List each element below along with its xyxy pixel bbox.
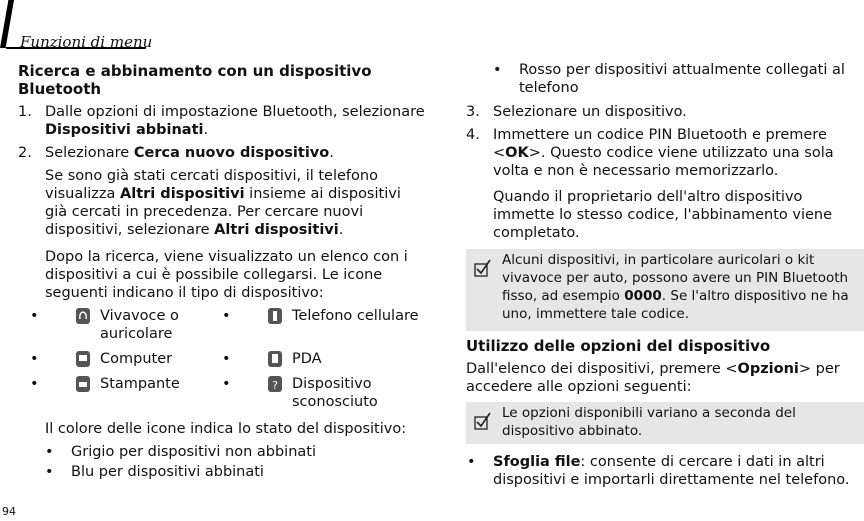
svg-text:?: ? (272, 379, 278, 392)
note-text: Alcuni dispositivi, in particolare auricolari o kit vivavoce per auto, possono avere un PIN Bluetooth fisso, ad esempio 0000. Se l'altro dispositivo ne ha uno, immettere tale codice. (502, 252, 849, 322)
header-bar (0, 0, 14, 48)
list-item: • Blu per dispositivi abbinati (71, 463, 421, 481)
note-text: Le opzioni disponibili variano a seconda del dispositivo abbinato. (502, 405, 796, 439)
step-2: Selezionare Cerca nuovo dispositivo. (45, 145, 334, 161)
paragraph: Quando il proprietario dell'altro dispositivo immette lo stesso codice, l'abbinamento viene completato. (493, 189, 833, 241)
unknown-device-icon (267, 375, 283, 393)
paragraph: Dopo la ricerca, viene visualizzato un elenco con i dispositivi a cui è possibile collegarsi. Le icone seguenti indicano il tipo di dispositivo: (45, 249, 408, 301)
page-header-title: Funzioni di menu (20, 33, 153, 51)
checkmark-note-icon (474, 259, 492, 277)
checkmark-note-icon (474, 412, 492, 430)
list-item: • Rosso per dispositivi attualmente collegati al telefono (519, 61, 859, 97)
mobile-phone-icon (267, 307, 283, 325)
step-number: 3. (466, 104, 480, 120)
note-box (466, 402, 864, 444)
list-item: • Sfoglia file: consente di cercare i dati in altri dispositivi e importarli direttamente nel telefono. (493, 453, 859, 489)
step-number: 4. (466, 127, 480, 143)
computer-icon (75, 350, 91, 368)
note-box (466, 249, 864, 331)
list-item: • Grigio per dispositivi non abbinati (71, 443, 421, 461)
printer-icon (75, 375, 91, 393)
step-4: Immettere un codice PIN Bluetooth e premere <OK>. Questo codice viene utilizzato una sola volta e non è necessario memorizzarlo. (493, 127, 834, 179)
paragraph: Il colore delle icone indica lo stato del dispositivo: (45, 421, 407, 437)
paragraph: Dall'elenco dei dispositivi, premere <Opzioni> per accedere alle opzioni seguenti: (466, 361, 840, 395)
section-heading: Utilizzo delle opzioni del dispositivo (466, 337, 771, 355)
pda-icon (267, 350, 283, 368)
step-number: 1. (18, 104, 32, 120)
headset-icon (75, 307, 91, 325)
page-number: 94 (2, 505, 16, 518)
step-3: Selezionare un dispositivo. (493, 104, 687, 120)
step-1: Dalle opzioni di impostazione Bluetooth, selezionare Dispositivi abbinati. (45, 104, 425, 138)
paragraph: Se sono già stati cercati dispositivi, il telefono visualizza Altri dispositivi insieme ai dispositivi già cercati in precedenza. Per cercare nuovi dispositivi, selezionare Altri dispositivi. (45, 168, 401, 238)
section-heading: Ricerca e abbinamento con un dispositivo Bluetooth (18, 62, 372, 98)
step-number: 2. (18, 145, 32, 161)
